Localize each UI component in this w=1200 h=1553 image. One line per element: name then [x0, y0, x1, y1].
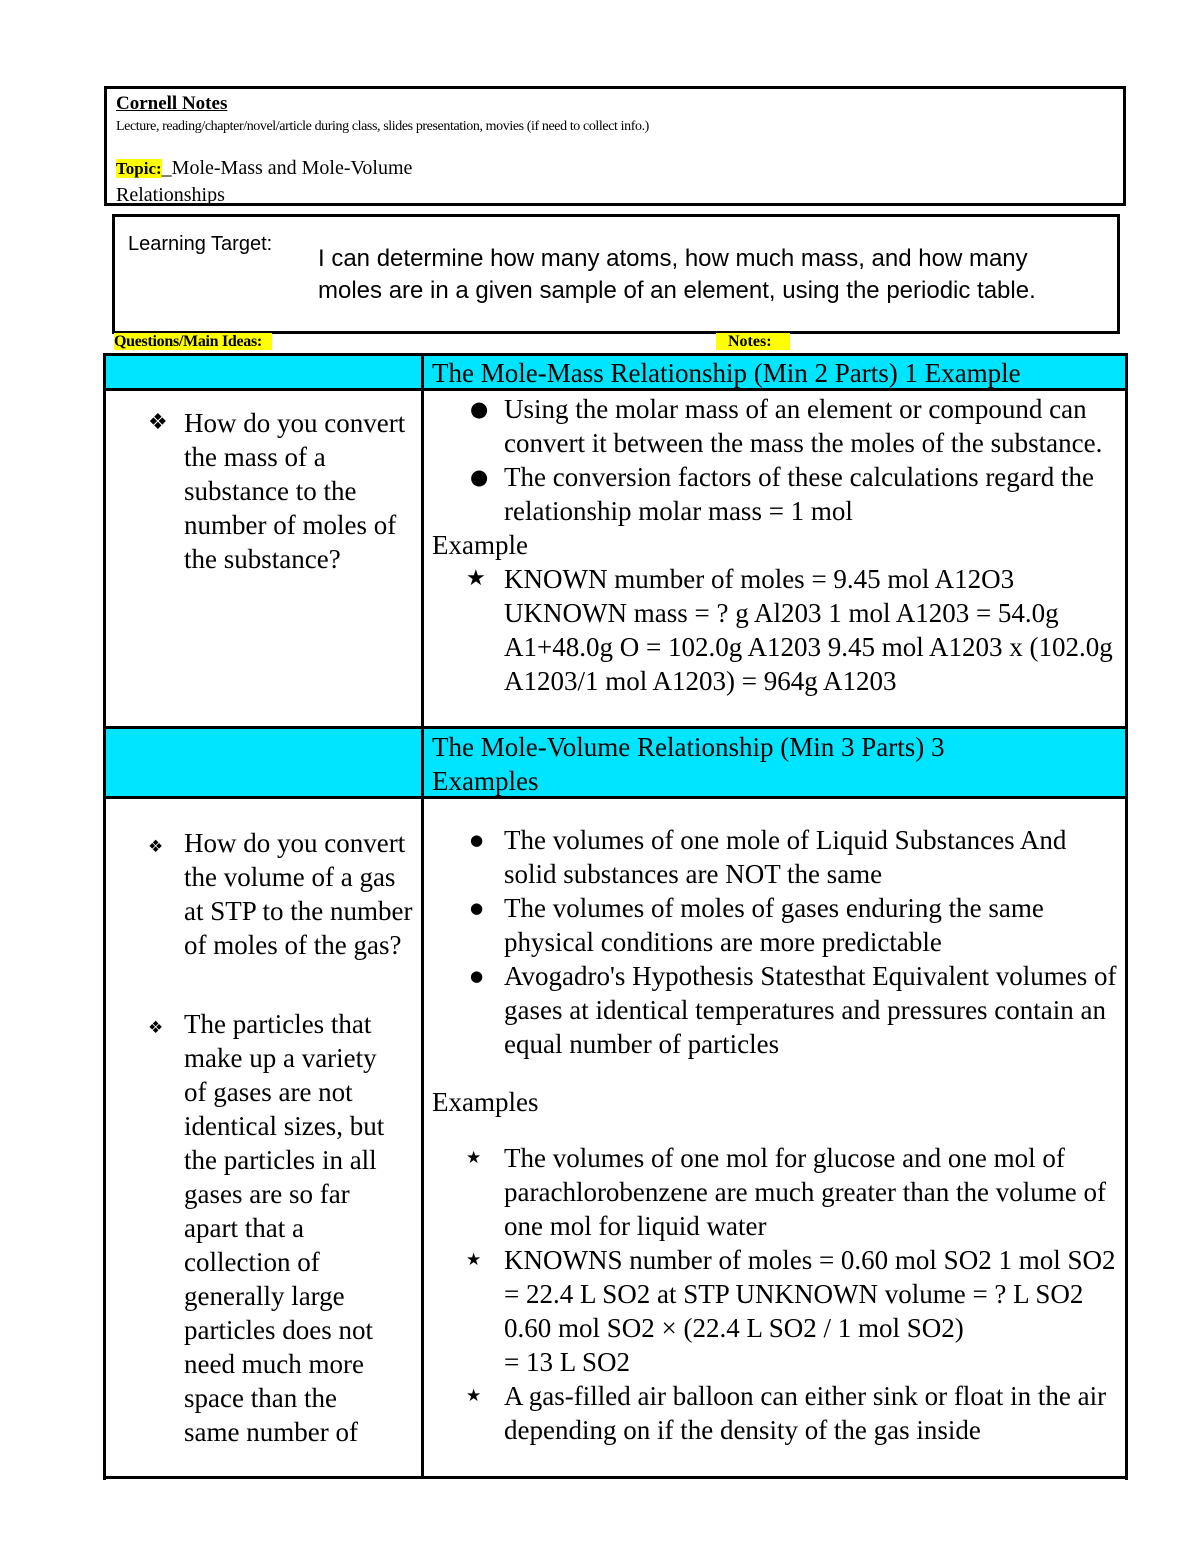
star-bullet-icon: ★ [466, 1386, 482, 1406]
list-item [432, 959, 1122, 1061]
example-text: KNOWN mumber of moles = 9.45 mol A12O3 UKNOWN mass = ? g Al203 1 mol A1203 = 54.0g A1+48.0g O = 102.0g A1203 9.45 mol A1203 x (102.0g A1203/1 mol A1203) = 964g A1203 [504, 564, 1113, 696]
section1-header-fill-left [106, 356, 421, 388]
example-text: The volumes of one mol for glucose and one mol of parachlorobenzene are much greater than the volume of one mol for liquid water [504, 1143, 1106, 1241]
learning-target-box [112, 214, 1120, 334]
list-item [432, 823, 1122, 891]
list-item [432, 1345, 1122, 1379]
examples-label: Examples [432, 1087, 539, 1117]
column-divider [421, 353, 424, 1479]
section1-heading: The Mole-Mass Relationship (Min 2 Parts) 1 Example [432, 358, 1021, 388]
bullet-icon: ● [470, 831, 484, 849]
divider [103, 726, 1128, 729]
example-text: = 13 L SO2 [504, 1347, 630, 1377]
document-subtitle: Lecture, reading/chapter/novel/article during class, slides presentation, movies (if need to collect info.) [116, 119, 649, 134]
question-text: The particles that make up a variety of gases are not identical sizes, but the particles in all gases are so far apart that a collection of generally large particles does not need much more space than the same number of [184, 1009, 385, 1447]
section2-question [148, 1007, 399, 1449]
notes-column-label: Notes: [716, 333, 790, 350]
bullet-icon: ● [470, 967, 484, 985]
learning-target-label: Learning Target: [128, 233, 273, 255]
note-text: Avogadro's Hypothesis Statesthat Equivalent volumes of gases at identical temperatures and pressures contain an equal number of particles [504, 961, 1117, 1059]
divider [103, 1476, 1128, 1479]
note-text: The conversion factors of these calculations regard the relationship molar mass = 1 mol [504, 462, 1095, 526]
example-text: 0.60 mol SO2 × (22.4 L SO2 / 1 mol SO2) [504, 1313, 964, 1343]
note-text: The volumes of one mole of Liquid Substances And solid substances are NOT the same [504, 825, 1067, 889]
section2-question [148, 826, 414, 962]
diamond-bullet-icon: ❖ [148, 1018, 164, 1038]
section2-heading: The Mole-Volume Relationship (Min 3 Parts) 3 Examples [432, 732, 945, 796]
example-text: KNOWNS number of moles = 0.60 mol SO2 1 mol SO2 = 22.4 L SO2 at STP UNKNOWN volume = ? L SO2 [504, 1245, 1116, 1309]
question-text: How do you convert the volume of a gas at STP to the number of moles of the gas? [184, 828, 413, 960]
topic [116, 155, 516, 209]
bullet-icon: ● [470, 397, 489, 421]
bullet-icon: ● [470, 465, 489, 489]
topic-label: Topic: [116, 159, 162, 178]
questions-column-label: Questions/Main Ideas: [114, 333, 272, 350]
list-item [432, 1311, 1122, 1345]
list-item [432, 891, 1122, 959]
section2-header-fill-left [106, 729, 421, 796]
diamond-bullet-icon: ❖ [148, 837, 164, 857]
list-item [432, 1141, 1122, 1243]
example-text: A gas-filled air balloon can either sink or float in the air depending on if the density of the gas inside [504, 1381, 1107, 1445]
section1-question-text: How do you convert the mass of a substance to the number of moles of the substance? [184, 408, 406, 574]
list-item [432, 392, 1122, 460]
star-bullet-icon: ★ [466, 1250, 482, 1270]
list-item [432, 562, 1122, 698]
note-text: Using the molar mass of an element or compound can convert it between the mass the moles of the substance. [504, 394, 1103, 458]
star-bullet-icon: ★ [466, 1148, 482, 1168]
bullet-icon: ● [470, 899, 484, 917]
learning-target-text: I can determine how many atoms, how much mass, and how many moles are in a given sample of an element, using the periodic table. [318, 245, 1036, 304]
star-bullet-icon: ★ [466, 566, 486, 591]
example-label: Example [432, 530, 528, 560]
topic-value: _Mole-Mass and Mole-Volume Relationships [116, 157, 413, 206]
section1-notes [432, 392, 1122, 698]
section1-question [148, 406, 409, 576]
list-item [432, 460, 1122, 528]
document-title: Cornell Notes [116, 93, 228, 114]
note-text: The volumes of moles of gases enduring the same physical conditions are more predictable [504, 893, 1044, 957]
section2-notes [432, 823, 1122, 1447]
list-item [432, 1379, 1122, 1447]
list-item [432, 1243, 1122, 1311]
header-box [104, 86, 1126, 206]
diamond-bullet-icon: ❖ [148, 410, 168, 435]
